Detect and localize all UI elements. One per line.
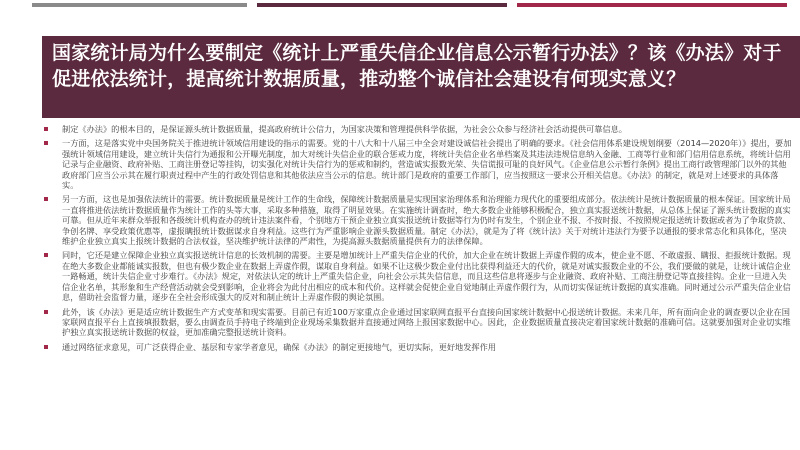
bullet-paragraph (44, 194, 792, 246)
top-accent-bars (32, 3, 787, 7)
bullet-paragraph (44, 250, 792, 302)
paragraph-text: 此外，该《办法》更是适应统计数据生产方式变革和现实需要。目前已有近100万家重点企业通过国家联网直报平台直接向国家统计数据中心报送统计数据。未来几年，所有面向企业的调查要以企业在国家联网直报平台上直接填报数据，要么由调查员手持电子终端到企业现场采集数据并直接通过网络上报国家数据中心。因此，企业数据质量直接决定着国家统计数据的准确可信。这就要加强对企业切实维护独立真实报送统计数据的权益，更加准确完整报送统计资料。 (62, 306, 791, 338)
bullet-square-icon (44, 345, 48, 349)
paragraph-text: 另一方面，这也是加强依法统计的需要。统计数据质量是统计工作的生命线，保障统计数据质量是实现国家治理体系和治理能力现代化的重要组成部分。依法统计是统计数据质量的根本保证。国家统计局一直将推进依法统计数据质量作为统计工作的头等大事，采取多种措施，取得了明显效果。在实施统计调查时，绝大多数企业能够积极配合，独立真实报送统计数据，从总体上保证了源头统计数据的真实可靠。但从近年来群众举报和各级统计机构查办的统计违法案件看，个别地方干预企业独立真实报送统计数据等行为仍时有发生，个别企业不报、不按时报、不按照规定报送统计数据或者为了争取贷款、争创名牌、享受政策优惠等，虚报瞒报统计数据谋求自身利益。这些行为严重影响企业源头数据质量。制定《办法》，就是为了将《统计法》关于对统计违法行为要予以通报的要求常态化和具体化，坚决维护企业独立真实上报统计数据的合法权益，坚决维护统计法律的严肃性，为提高源头数据质量提供有力的法律保障。 (62, 194, 791, 247)
bullet-square-icon (44, 127, 48, 131)
slide-title: 国家统计局为什么要制定《统计上严重失信企业信息公示暂行办法》？该《办法》对于促进依法统计，提高统计数据质量，推动整个诚信社会建设有何现实意义？ (42, 36, 800, 118)
bullet-paragraph (44, 342, 792, 352)
bullet-square-icon (44, 141, 48, 145)
bullet-square-icon (44, 197, 48, 201)
paragraph-text: 同时，它还是建立保障企业独立真实报送统计信息的长效机制的需要。主要是增加统计上严重失信企业的代价，加大企业在统计数据上弄虚作假的成本，使企业不愿、不敢虚报、瞒报、拒报统计数据。现在绝大多数企业都能诚实报数，但也有极少数企业在数据上弄虚作假，谋取自身利益。如果不让这极少数企业付出比获得利益还大的代价，就是对诚实报数企业的不公，我们要做的就是，让统计诚信企业一路畅通，统计失信企业寸步难行。《办法》规定，对依法认定的统计上严重失信企业，向社会公示其失信信息，而且这些信息将逐步与企业融资、政府补贴、工商注册登记等直接挂钩。企业一旦进入失信企业名单，其形象和生产经营活动就会受到影响，企业将会为此付出相应的成本和代价。这样就会促使企业自觉地制止弄虚作假行为，从而切实保证统计数据的真实准确。同时通过公示严重失信企业信息，借助社会监督力量，逐步在全社会形成强大的反对和制止统计上弄虚作假的舆论氛围。 (62, 250, 791, 303)
bullet-square-icon (44, 310, 48, 314)
paragraph-text: 制定《办法》的根本目的，是保证源头统计数据质量，提高政府统计公信力，为国家决策和管理提供科学依据，为社会公众参与经济社会活动提供可靠信息。 (62, 124, 627, 134)
bullet-paragraph (44, 138, 792, 190)
bullet-paragraph (44, 307, 792, 338)
accent-bar-red (517, 3, 787, 7)
accent-bar-gray (32, 3, 247, 7)
paragraph-text: 一方面，这是落实党中央国务院关于推进统计领域信用建设的指示的需要。党的十八大和十八届三中全会对建设诚信社会提出了明确的要求。《社会信用体系建设规划纲要（2014—2020年）》提出，要加强统计领域信用建设，建立统计失信行为通报和公开曝光制度，加大对统计失信企业的联合惩戒力度，将统计失信企业名单档案及其违法违规信息纳入金融、工商等行业和部门信用信息系统，将统计信用记录与企业融资、政府补贴、工商注册登记等挂钩，切实强化对统计失信行为的惩戒和制约，营造诚实报数光荣、失信谎报可耻的良好风气。《企业信息公示暂行条例》提出工商行政管理部门以外的其他政府部门应当公示其在履行职责过程中产生的行政处罚信息和其他依法应当公示的信息。统计部门是政府的重要工作部门，应当按照这一要求公开相关信息。《办法》的制定，就是对上述要求的具体落实。 (62, 138, 792, 191)
paragraph-text: 通过网络征求意见，可广泛获得企业、基层和专家学者意见，确保《办法》的制定更接地气，更切实际，更好地发挥作用 (62, 341, 496, 352)
bullet-square-icon (44, 253, 48, 257)
bullet-paragraph (44, 124, 792, 134)
slide-body (44, 124, 792, 356)
accent-bar-plum (257, 3, 507, 7)
